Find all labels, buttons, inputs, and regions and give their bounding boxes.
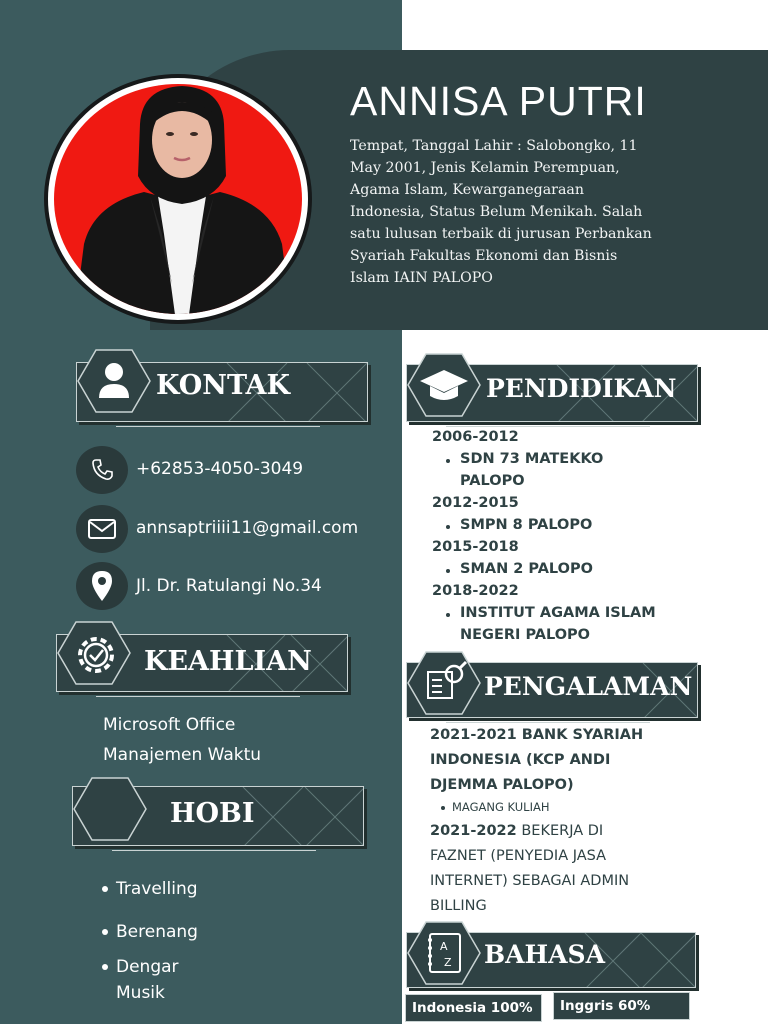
experience-line: BILLING — [430, 898, 487, 914]
education-school: PALOPO — [460, 473, 525, 489]
dictionary-icon — [406, 920, 482, 986]
experience-year: 2021-2022 — [430, 823, 517, 839]
education-school: NEGERI PALOPO — [460, 627, 590, 643]
profile-photo — [44, 74, 312, 324]
education-school: INSTITUT AGAMA ISLAM — [460, 605, 656, 621]
experience-line: INDONESIA (KCP ANDI — [430, 752, 611, 768]
skills-title: KEAHLIAN — [144, 646, 312, 677]
experience-text: BEKERJA DI — [516, 823, 604, 839]
person-portrait — [54, 84, 302, 314]
experience-line: FAZNET (PENYEDIA JASA — [430, 848, 607, 864]
skill-item: Manajemen Waktu — [103, 745, 262, 765]
education-school: SDN 73 MATEKKO — [460, 451, 604, 467]
address-text: Jl. Dr. Ratulangi No.34 — [136, 576, 322, 596]
hobby-item: Travelling — [116, 876, 198, 902]
skill-item: Microsoft Office — [103, 715, 236, 735]
education-school: SMPN 8 PALOPO — [460, 517, 593, 533]
svg-text:Z: Z — [444, 956, 452, 969]
photo-background — [54, 84, 302, 314]
hobbies-title: HOBI — [170, 798, 255, 829]
experience-line: INTERNET) SEBAGAI ADMIN — [430, 873, 630, 889]
experience-line: 2021-2021 BANK SYARIAH — [430, 727, 644, 743]
location-pin-icon — [91, 570, 113, 602]
job-search-icon — [406, 650, 482, 716]
bio-paragraph: Tempat, Tanggal Lahir : Salobongko, 11 May 2001, Jenis Kelamin Perempuan, Agama Islam, Kewarganegaraan Indonesia, Status Belum Menikah. Salah satu lulusan terbaik di jurusan Perbankan Syariah Fakultas Ekonomi dan Bisnis Islam IAIN PALOPO — [350, 138, 652, 286]
experience-title: PENGALAMAN — [484, 672, 693, 701]
phone-icon — [90, 458, 114, 482]
svg-text:A: A — [440, 940, 448, 953]
email-text: annsaptriiii11@gmail.com — [136, 518, 359, 538]
hobby-item: Berenang — [116, 919, 198, 945]
user-icon — [76, 348, 152, 414]
experience-line — [430, 819, 603, 844]
education-years: 2012-2015 — [432, 495, 519, 511]
graduation-cap-icon — [406, 352, 482, 418]
phone-text: +62853-4050-3049 — [136, 459, 304, 479]
hobby-badge-icon — [72, 776, 148, 842]
experience-detail: MAGANG KULIAH — [452, 800, 550, 814]
education-years: 2006-2012 — [432, 429, 519, 445]
gear-icon — [56, 620, 132, 686]
education-school: SMAN 2 PALOPO — [460, 561, 593, 577]
education-years: 2015-2018 — [432, 539, 519, 555]
language-badge: Indonesia 100% — [405, 994, 542, 1022]
experience-line: DJEMMA PALOPO) — [430, 777, 574, 793]
person-name: ANNISA PUTRI — [350, 78, 647, 124]
hobby-item: Dengar Musik — [116, 954, 216, 1006]
contact-title: KONTAK — [156, 370, 290, 401]
mail-icon — [88, 519, 116, 539]
language-badge: Inggris 60% — [553, 992, 690, 1020]
education-title: PENDIDIKAN — [486, 374, 677, 403]
languages-title: BAHASA — [484, 940, 605, 969]
education-years: 2018-2022 — [432, 583, 519, 599]
